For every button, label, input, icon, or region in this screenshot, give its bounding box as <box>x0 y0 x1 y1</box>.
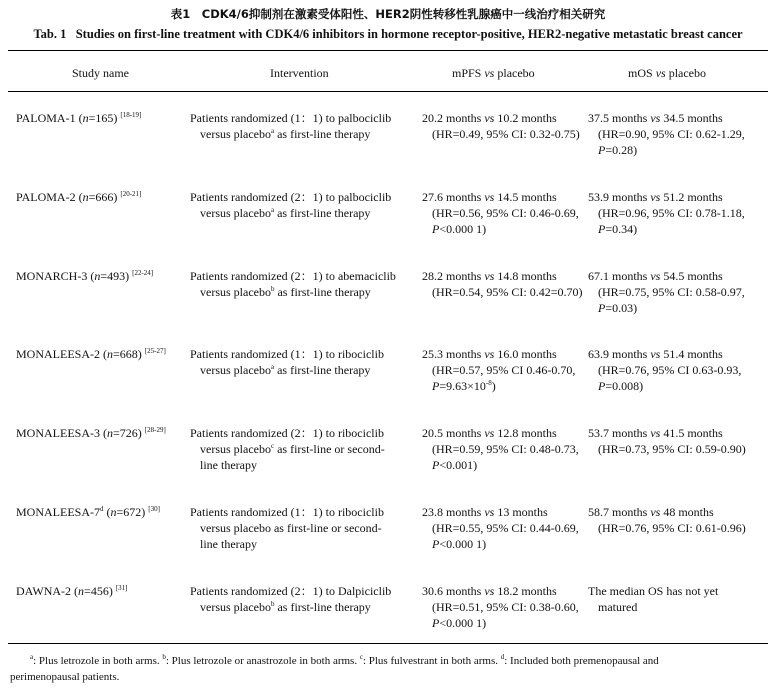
intervention-line-1: Patients randomized (1：1) to ribociclib <box>190 505 384 519</box>
intervention-line-2 <box>190 441 385 457</box>
footnote-b-mark: b <box>162 653 166 661</box>
mpfs-p-symbol: P <box>432 379 440 393</box>
intervention-arm: versus placebo <box>200 363 271 377</box>
footnote-line-2: perimenopausal patients. <box>10 671 120 683</box>
header-study: Study name <box>72 66 129 80</box>
intervention-line-2 <box>190 205 391 221</box>
study-footnote-mark: d <box>100 505 104 513</box>
mos-placebo-months: 51.4 months <box>663 347 723 361</box>
study-name: MONALEESA-7 <box>16 505 100 519</box>
n-symbol: n <box>82 111 89 125</box>
mpfs-p-value: <0.000 1) <box>439 616 487 630</box>
mos-hr-line: (HR=0.76, 95% CI: 0.61-0.96) <box>598 521 746 535</box>
sample-size: 165 <box>95 111 114 125</box>
mpfs-p-close: ) <box>491 379 496 393</box>
mos-placebo-months: 54.5 months <box>663 269 723 283</box>
intervention-arm: versus placebo as first-line or second- <box>200 521 382 535</box>
mos-p-line <box>588 221 745 237</box>
mos-vs: vs <box>650 505 661 519</box>
intervention-line-1: Patients randomized (1：1) to palbociclib <box>190 111 392 125</box>
study-line: MONALEESA-7$^d$ (n=672) [30] <box>16 505 160 519</box>
intervention-cell <box>190 189 391 221</box>
mpfs-vs: vs <box>484 347 495 361</box>
sample-size: 672 <box>123 505 142 519</box>
n-symbol: n <box>78 584 85 598</box>
mpfs-p-value: <0.001) <box>439 458 478 472</box>
bottom-rule <box>8 643 768 644</box>
intervention-line-2 <box>190 126 391 142</box>
mos-p-symbol: P <box>598 143 606 157</box>
sample-size: 726 <box>119 426 138 440</box>
mos-drug-months: 53.9 months <box>588 190 648 204</box>
mos-placebo-months: 41.5 months <box>663 426 723 440</box>
study-name: MONALEESA-3 <box>16 426 100 440</box>
mpfs-hr-line: (HR=0.54, 95% CI: 0.42=0.70) <box>432 285 583 299</box>
study-name: MONALEESA-2 <box>16 347 100 361</box>
mpfs-placebo-months: 16.0 months <box>497 347 557 361</box>
mos-drug-months: 67.1 months <box>588 269 648 283</box>
sample-size: 493 <box>107 269 126 283</box>
mpfs-hr-line: (HR=0.57, 95% CI 0.46-0.70, <box>432 363 576 377</box>
mos-vs: vs <box>650 111 661 125</box>
intervention-line-2 <box>190 520 384 536</box>
intervention-line-setting: as first-line therapy <box>274 363 371 377</box>
mos-note-line-2: matured <box>598 600 638 614</box>
mpfs-p-value: <0.000 1) <box>439 222 487 236</box>
study-cell <box>16 346 166 362</box>
study-line: PALOMA-1 (n=165) [18-19] <box>16 111 142 125</box>
intervention-footnote-mark: b <box>270 600 275 608</box>
intervention-line-setting: as first-line therapy <box>274 127 371 141</box>
footnote-c: : Plus fulvestrant in both arms. <box>362 655 501 667</box>
mpfs-months-line <box>422 504 579 520</box>
mpfs-p-line <box>422 378 575 394</box>
mos-p-symbol: P <box>598 222 606 236</box>
mos-vs: vs <box>650 269 661 283</box>
mpfs-months-line <box>422 189 579 205</box>
mpfs-p-line <box>422 536 579 552</box>
mos-vs: vs <box>650 190 661 204</box>
intervention-cell <box>190 268 396 300</box>
mos-p-line <box>588 300 745 316</box>
mos-drug-months: 37.5 months <box>588 111 648 125</box>
intervention-line-1: Patients randomized (2：1) to ribociclib <box>190 426 384 440</box>
intervention-footnote-mark: b <box>270 285 275 293</box>
mos-hr-line: (HR=0.73, 95% CI: 0.59-0.90) <box>598 442 746 456</box>
n-symbol: n <box>82 190 89 204</box>
mpfs-drug-months: 20.5 months <box>422 426 482 440</box>
mos-placebo-months: 34.5 months <box>663 111 723 125</box>
mos-vs: vs <box>650 426 661 440</box>
table-title: Studies on first-line treatment with CDK4/6 inhibitors in hormone receptor-positive, HER2-negative metastatic breast cancer <box>75 27 743 41</box>
intervention-cell <box>190 583 391 615</box>
mpfs-hr-line: (HR=0.51, 95% CI: 0.38-0.60, <box>432 600 579 614</box>
mpfs-drug-months: 20.2 months <box>422 111 482 125</box>
intervention-line-2 <box>190 362 384 378</box>
mos-drug-months: 63.9 months <box>588 347 648 361</box>
intervention-footnote-mark: a <box>270 206 275 214</box>
mpfs-vs: vs <box>484 190 495 204</box>
mpfs-p-line <box>422 615 579 631</box>
mos-p-symbol: P <box>598 301 606 315</box>
mpfs-vs: vs <box>484 269 495 283</box>
footnote-d: : Included both premenopausal and <box>504 655 659 667</box>
intervention-footnote-mark: c <box>270 442 275 450</box>
mos-hr-line: (HR=0.90, 95% CI: 0.62-1.29, <box>598 127 745 141</box>
intervention-footnote-mark: a <box>270 127 275 135</box>
study-line: PALOMA-2 (n=666) [20-21] <box>16 190 142 204</box>
study-line: MONALEESA-2 (n=668) [25-27] <box>16 347 166 361</box>
study-cell <box>16 425 166 441</box>
intervention-line-3: line therapy <box>200 458 257 472</box>
mpfs-drug-months: 27.6 months <box>422 190 482 204</box>
mos-p-value: =0.28) <box>605 143 638 157</box>
mpfs-p-value: =9.63×10 <box>439 379 486 393</box>
intervention-cell <box>190 504 384 552</box>
mos-months-line <box>588 504 746 520</box>
mos-p-value: =0.008) <box>605 379 644 393</box>
mpfs-hr-line: (HR=0.55, 95% CI: 0.44-0.69, <box>432 521 579 535</box>
mos-hr-line: (HR=0.75, 95% CI: 0.58-0.97, <box>598 285 745 299</box>
study-cell <box>16 110 141 126</box>
mpfs-placebo-months: 14.5 months <box>497 190 557 204</box>
mos-months-line <box>588 425 746 441</box>
mpfs-placebo-months: 13 months <box>497 505 548 519</box>
reference-mark: [22-24] <box>132 269 154 277</box>
n-symbol: n <box>110 505 117 519</box>
mpfs-hr-line: (HR=0.49, 95% CI: 0.32-0.75) <box>432 127 580 141</box>
mos-cell <box>588 189 745 237</box>
mos-placebo-months: 48 months <box>663 505 714 519</box>
mos-vs: vs <box>650 347 661 361</box>
intervention-line-1: Patients randomized (2：1) to palbociclib <box>190 190 392 204</box>
intervention-line-2 <box>190 599 391 615</box>
intervention-footnote-mark: a <box>270 363 275 371</box>
reference-mark: [25-27] <box>144 347 166 355</box>
intervention-arm: versus placebo <box>200 442 271 456</box>
mpfs-months-line <box>422 425 579 441</box>
mos-months-line <box>588 110 745 126</box>
intervention-line-1: Patients randomized (1：1) to ribociclib <box>190 347 384 361</box>
mpfs-p-line <box>422 457 579 473</box>
intervention-line-setting: as first-line or second- <box>274 442 385 456</box>
mos-note-line-1: The median OS has not yet <box>588 584 719 598</box>
study-line: MONALEESA-3 (n=726) [28-29] <box>16 426 166 440</box>
sample-size: 666 <box>95 190 114 204</box>
mpfs-months-line <box>422 583 579 599</box>
mpfs-p-symbol: P <box>432 537 440 551</box>
header-mos <box>628 66 706 81</box>
top-rule <box>8 50 768 51</box>
reference-mark: [31] <box>115 584 128 592</box>
mpfs-drug-months: 30.6 months <box>422 584 482 598</box>
mpfs-months-line <box>422 346 575 362</box>
mos-cell <box>588 425 746 457</box>
study-name: DAWNA-2 <box>16 584 72 598</box>
reference-mark: [30] <box>148 505 160 513</box>
mos-drug-months: 53.7 months <box>588 426 648 440</box>
mpfs-vs: vs <box>484 584 495 598</box>
mpfs-drug-months: 28.2 months <box>422 269 482 283</box>
header-mpfs <box>452 66 535 81</box>
study-name: PALOMA-2 <box>16 190 76 204</box>
table-label: Tab. 1 <box>33 27 67 41</box>
mpfs-cell <box>422 425 579 473</box>
sample-size: 456 <box>90 584 109 598</box>
intervention-line-setting: as first-line therapy <box>274 206 371 220</box>
study-cell <box>16 189 141 205</box>
mpfs-p-line <box>422 221 579 237</box>
study-line: MONARCH-3 (n=493) [22-24] <box>16 269 154 283</box>
mos-cell <box>588 583 718 615</box>
reference-mark: [28-29] <box>144 426 166 434</box>
study-cell <box>16 583 127 599</box>
mos-p-value: =0.34) <box>605 222 638 236</box>
intervention-line-1: Patients randomized (2：1) to Dalpiciclib <box>190 584 392 598</box>
intervention-line-setting: as first-line therapy <box>274 285 371 299</box>
footnote-c-mark: c <box>359 653 363 661</box>
mpfs-cell <box>422 583 579 631</box>
intervention-cell <box>190 346 384 378</box>
footnotes <box>10 653 770 685</box>
mos-p-line <box>588 142 745 158</box>
intervention-arm: versus placebo <box>200 206 271 220</box>
mpfs-cell <box>422 346 575 394</box>
mos-cell <box>588 110 745 158</box>
n-symbol: n <box>107 426 113 440</box>
sample-size: 668 <box>119 347 138 361</box>
mos-cell <box>588 346 741 394</box>
footnote-a-mark: a <box>30 653 34 661</box>
mpfs-hr-line: (HR=0.59, 95% CI: 0.48-0.73, <box>432 442 579 456</box>
intervention-arm: versus placebo <box>200 600 271 614</box>
table-caption-english <box>0 27 776 42</box>
header-mos-label: mOS vs placebo <box>628 66 706 80</box>
mos-hr-line: (HR=0.96, 95% CI: 0.78-1.18, <box>598 206 745 220</box>
study-name: PALOMA-1 <box>16 111 76 125</box>
study-cell <box>16 268 153 284</box>
intervention-cell <box>190 110 391 142</box>
footnote-d-mark: d <box>500 653 505 661</box>
mpfs-cell <box>422 504 579 552</box>
header-intervention: Intervention <box>270 66 329 80</box>
mpfs-vs: vs <box>484 505 495 519</box>
reference-mark: [20-21] <box>120 190 142 198</box>
mpfs-vs: vs <box>484 111 495 125</box>
footnote-b: : Plus letrozole or anastrozole in both arms. <box>165 655 360 667</box>
header-mpfs-label: mPFS vs placebo <box>452 66 535 80</box>
reference-mark: [18-19] <box>120 111 142 119</box>
mos-p-symbol: P <box>598 379 606 393</box>
study-name: MONARCH-3 <box>16 269 88 283</box>
mpfs-cell <box>422 268 583 300</box>
mpfs-placebo-months: 14.8 months <box>497 269 557 283</box>
mpfs-placebo-months: 10.2 months <box>497 111 557 125</box>
mpfs-p-value: <0.000 1) <box>439 537 487 551</box>
mos-months-line <box>588 268 745 284</box>
study-line: DAWNA-2 (n=456) [31] <box>16 584 128 598</box>
intervention-line-2 <box>190 284 396 300</box>
mos-hr-line: (HR=0.76, 95% CI 0.63-0.93, <box>598 363 742 377</box>
mos-cell <box>588 268 745 316</box>
mpfs-cell <box>422 189 579 237</box>
mos-p-value: =0.03) <box>605 301 638 315</box>
mos-cell <box>588 504 746 536</box>
mpfs-placebo-months: 18.2 months <box>497 584 557 598</box>
mos-p-line <box>588 378 741 394</box>
mpfs-vs: vs <box>484 426 495 440</box>
mpfs-p-symbol: P <box>432 222 440 236</box>
n-symbol: n <box>107 347 113 361</box>
intervention-arm: versus placebo <box>200 285 271 299</box>
mos-placebo-months: 51.2 months <box>663 190 723 204</box>
footnote-a: : Plus letrozole in both arms. <box>33 655 163 667</box>
mpfs-cell <box>422 110 580 142</box>
mos-months-line <box>588 189 745 205</box>
mos-months-line <box>588 346 741 362</box>
header-rule <box>8 91 768 92</box>
mos-drug-months: 58.7 months <box>588 505 648 519</box>
mpfs-months-line <box>422 268 583 284</box>
intervention-line-3: line therapy <box>200 537 257 551</box>
table-caption-chinese: 表1 CDK4/6抑制剂在激素受体阳性、HER2阴性转移性乳腺癌中一线治疗相关研究 <box>170 7 606 21</box>
intervention-line-setting: as first-line therapy <box>274 600 371 614</box>
mpfs-p-symbol: P <box>432 616 440 630</box>
footnote-line-1 <box>10 653 770 669</box>
mpfs-hr-line: (HR=0.56, 95% CI: 0.46-0.69, <box>432 206 579 220</box>
intervention-line-1: Patients randomized (2：1) to abemaciclib <box>190 269 396 283</box>
intervention-arm: versus placebo <box>200 127 271 141</box>
intervention-cell <box>190 425 385 473</box>
mpfs-drug-months: 25.3 months <box>422 347 482 361</box>
n-symbol: n <box>94 269 101 283</box>
study-cell <box>16 504 160 520</box>
mpfs-p-exponent: -8 <box>485 379 492 387</box>
mpfs-p-symbol: P <box>432 458 440 472</box>
mpfs-drug-months: 23.8 months <box>422 505 482 519</box>
mpfs-months-line <box>422 110 580 126</box>
mpfs-placebo-months: 12.8 months <box>497 426 557 440</box>
